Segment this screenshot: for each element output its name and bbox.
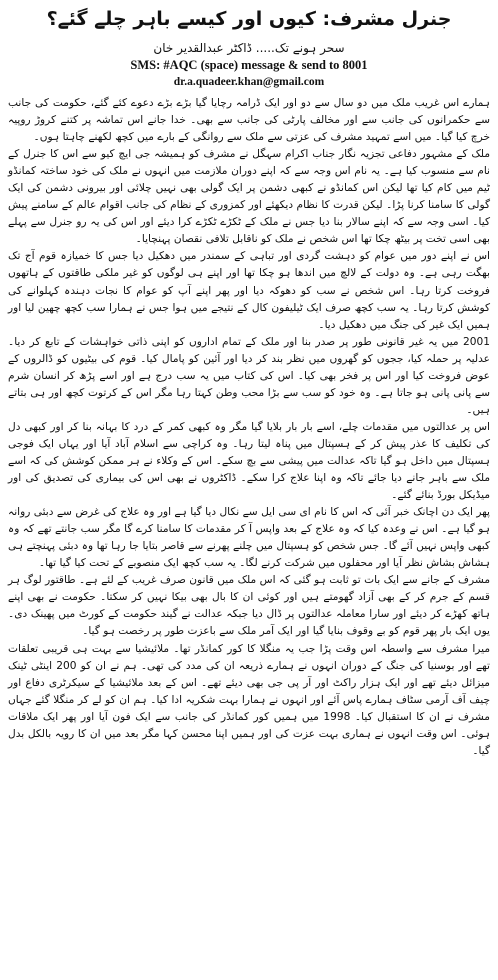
article-byline: سحر ہونے تک..... ڈاکٹر عبدالقدیر خان	[153, 41, 345, 55]
article-paragraph: 2001 میں یہ غیر قانونی طور پر صدر بنا اور ملک کے تمام اداروں کو اپنی ذاتی خواہشات کے تابع کر دیا۔ عدلیہ پر حملہ کیا، ججوں کو گھروں میں نظر بند کر دیا اور آئین کو پامال کیا۔ قوم کی بیٹیوں کو ڈالروں کے عوض فروخت کیا اور اس پر فخر بھی کیا۔ اس کی کتاب میں یہ سب درج ہے اور اسے پڑھ کر انسان شرم سے پانی پانی ہو جاتا ہے۔ وہ خود کو سب سے بڑا محب وطن کہتا رہا مگر اس کے کرتوت کچھ اور ہی بتاتے ہیں۔	[8, 335, 490, 416]
article-body	[8, 95, 490, 760]
article-paragraph: مشرف کے جانے سے ایک بات تو ثابت ہو گئی کہ اس ملک میں قانون صرف غریب کے لئے ہے۔ طاقتور لوگ ہر قسم کے جرم کر کے بھی آزاد گھومتے ہیں اور کوئی ان کا بال بھی بیکا نہیں کر سکتا۔ حکومت نے بھی اپنے ہاتھ کھڑے کر دیئے اور سارا معاملہ عدالتوں پر ڈال دیا جبکہ عدالت نے گیند حکومت کے کورٹ میں پھینک دی۔ یوں ایک بار پھر قوم کو بے وقوف بنایا گیا اور ایک آمر ملک سے باعزت طور پر رخصت ہو گیا۔	[8, 574, 490, 638]
article-paragraph: میرا مشرف سے واسطہ اس وقت پڑا جب یہ منگلا کا کور کمانڈر تھا۔ ملائیشیا سے بہت ہی قریبی تعلقات تھے اور بوسنیا کی جنگ کے دوران انہوں نے ہمارے ذریعہ ان کی مدد کی تھی۔ ہم نے ان کو 200 اینٹی ٹینک میزائل دیئے تھے اور ایک ہزار راکٹ اور آر پی جی بھی دیئے تھے۔ اس کے بعد ملائیشیا کے سیکرٹری دفاع اور چیف آف آرمی سٹاف ہمارے پاس آئے اور انہوں نے ہمارا بہت شکریہ ادا کیا۔ ہم ان کو لے کر منگلا گئے جہاں مشرف نے ان کا استقبال کیا۔ 1998 میں ہمیں کور کمانڈر کی جانب سے ایک فون آیا اور پھر ایک ملاقات ہوئی۔ اس وقت انہوں نے ہماری بہت عزت کی اور ہمیں اپنا محسن کہا مگر بعد میں ان کا رویہ بالکل بدل گیا۔	[8, 642, 490, 757]
article-paragraph: ملک کے مشہور دفاعی تجزیہ نگار جناب اکرام سہگل نے مشرف کو ہمیشہ جی ایچ کیو سے اس کا جنرل کے نام سے منسوب کیا ہے۔ یہ نام اس وجہ سے کہ اپنے دوران ملازمت میں انہوں نے ملک کی خود ساختہ کمانڈو ٹیم میں کام کیا تھا لیکن اس کمانڈو نے کبھی دشمن پر ایک گولی بھی نہیں چلائی اور بیرونی دشمن کی ایک گولی کا سامنا کرنا پڑا۔ لیکن قدرت کا نظام دیکھئے اور کمزوری کے نظام کی جانب اقوام عالم کے سامنے پیش کیا۔ اسی وجہ سے کہ اپنے سالار بنا دیا جس نے ملک کے ٹکڑے ٹکڑے کرا دیئے اور اس کی یہ رو جنرل سے پہلے بھی اسی تخت پر بیٹھ چکا تھا اس شخص نے ملک کو ناقابل تلافی نقصان پہنچایا۔	[8, 148, 490, 246]
article-paragraph: ہمارے اس غریب ملک میں دو سال سے دو اور ایک ڈرامہ رچایا گیا بڑے بڑے دعوے کئے گئے، حکومت کی جانب سے حکمرانوں کی جانب سے اور مخالف پارٹی کی جانب سے بھی۔ خدا جانے اس تماشہ پر کتنے کروڑ روپیہ خرچ کیا گیا۔ میں اسے تمہید مشرف کی عزتی سے ملک سے روانگی کے بارے میں کچھ لکھنے چاہتا ہوں۔	[8, 97, 490, 144]
article-title: جنرل مشرف: کیوں اور کیسے باہر چلے گئے؟	[46, 8, 452, 30]
article-paragraph: اس نے اپنے دور میں عوام کو دہشت گردی اور تباہی کے سمندر میں دھکیل دیا جس کا خمیازہ قوم آج تک بھگت رہی ہے۔ وہ دولت کے لالچ میں اندھا ہو چکا تھا اور اپنے ہی لوگوں کو غیر ملکی طاقتوں کے ہاتھوں فروخت کرتا رہا۔ اس شخص نے سب کو دھوکہ دیا اور پھر اپنے آپ کو عوام کا نجات دہندہ کہلوانے کی کوشش کرتا رہا۔ یہ سب کچھ صرف ایک ٹیلیفون کال کے نتیجے میں ہوا جس نے ہمارا سب کچھ چھین لیا اور ہمیں ایک غیر کی جنگ میں دھکیل دیا۔	[8, 250, 490, 331]
author-email: dr.a.quadeer.khan@gmail.com	[173, 76, 325, 88]
sms-line: SMS: #AQC (space) message & send to 8001	[130, 58, 368, 72]
article-paragraph: پھر ایک دن اچانک خبر آئی کہ اس کا نام ای سی ایل سے نکال دیا گیا ہے اور وہ علاج کی غرض سے دبئی روانہ ہو گیا ہے۔ اس نے وعدہ کیا کہ وہ علاج کے بعد واپس آ کر مقدمات کا سامنا کرے گا مگر سب جانتے تھے کہ وہ کبھی واپس نہیں آئے گا۔ جس شخص کو ہسپتال میں چلنے پھرنے سے قاصر بتایا جا رہا تھا وہ دبئی پہنچتے ہی ہشاش بشاش نظر آیا اور محفلوں میں شرکت کرنے لگا۔ یہ سب کچھ ایک منصوبے کے تحت کیا گیا تھا۔	[8, 506, 490, 570]
article-paragraph: اس پر عدالتوں میں مقدمات چلے، اسے بار بار بلایا گیا مگر وہ کبھی کمر کے درد کا بہانہ بنا کر اور کبھی دل کی تکلیف کا عذر پیش کر کے ہسپتال میں پناہ لیتا رہا۔ وہ کراچی سے اسلام آباد آیا اور یہاں ایک فوجی ہسپتال میں داخل ہو گیا تاکہ عدالت میں پیشی سے بچ سکے۔ اس کے وکلاء نے ہر ممکن کوشش کی کہ اسے ملک سے باہر جانے دیا جائے تاکہ وہ اپنا علاج کرا سکے۔ ڈاکٹروں نے بھی اس کی بیماری کی تصدیق کی اور میڈیکل بورڈ بنائے گئے۔	[8, 420, 490, 502]
